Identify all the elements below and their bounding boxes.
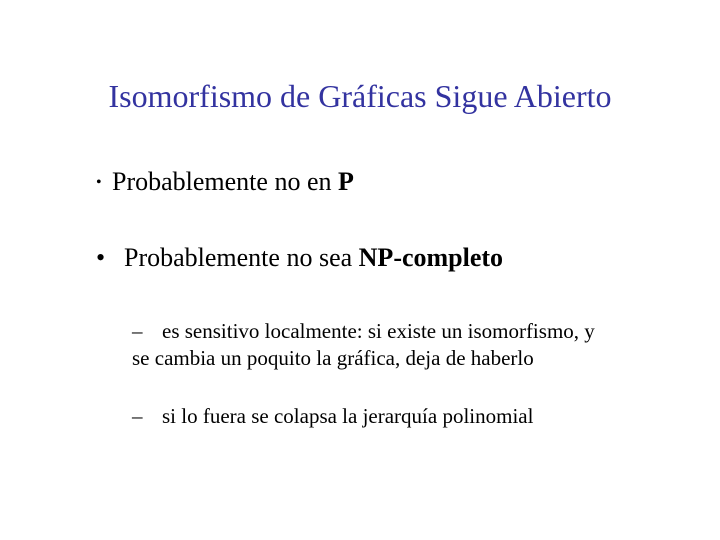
subbullet-2	[132, 403, 692, 430]
bullet-bold-text: NP-completo	[358, 243, 504, 272]
slide-title: Isomorfismo de Gráficas Sigue Abierto	[108, 78, 612, 114]
subbullet-line: se cambia un poquito la gráfica, deja de haberlo	[132, 346, 534, 370]
subbullet-1	[132, 318, 692, 372]
bullet-marker: •	[96, 243, 106, 272]
bullet-text: Probablemente no en	[112, 167, 338, 196]
subbullet-line: es sensitivo localmente: si existe un isomorfismo, y	[162, 319, 595, 343]
bullet-2	[96, 242, 503, 274]
subbullet-marker: –	[132, 404, 143, 428]
bullet-text: Probablemente no sea	[124, 243, 359, 272]
bullet-marker: •	[96, 174, 102, 191]
bullet-1	[96, 166, 354, 199]
subbullet-marker: –	[132, 319, 143, 343]
subbullet-line: si lo fuera se colapsa la jerarquía polinomial	[162, 404, 534, 428]
bullet-bold-text: P	[338, 167, 354, 196]
